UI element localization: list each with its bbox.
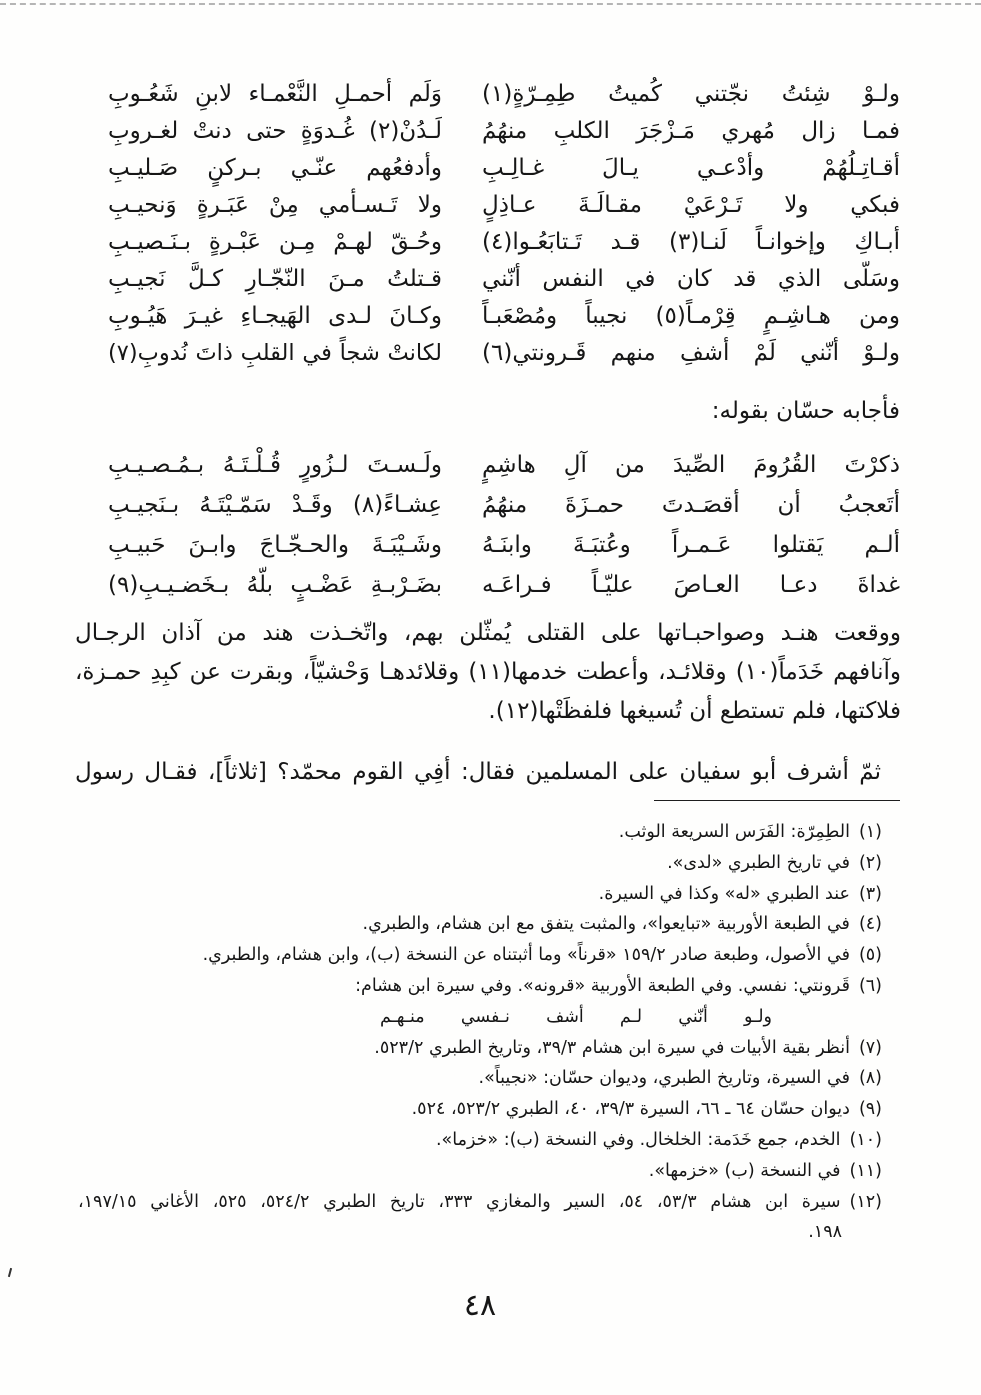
second-hemistich: ولا تَـسـأمي مِنْ عَبَـرةٍ وَنحيـبِ bbox=[108, 192, 442, 218]
reply-intro-line: فأجابه حسّان بقوله: bbox=[711, 398, 900, 424]
footnote bbox=[78, 1094, 882, 1125]
first-hemistich: أقـاتِـلُهُمْ وأدْعـي يـالَ غـالِـبِ bbox=[482, 155, 900, 181]
footnote-number: (٨) bbox=[858, 1068, 882, 1089]
footnote-separator bbox=[654, 800, 900, 801]
verse-line bbox=[0, 150, 981, 187]
first-hemistich: ولـوْ أنّني لَمْ أشفِ منهم قَـرونتي(٦) bbox=[482, 340, 900, 366]
verse-line bbox=[0, 525, 981, 565]
first-hemistich: فبكي ولا تَـرْعَيْ مقـالَـةَ عـاذِلٍ bbox=[482, 192, 900, 218]
first-hemistich: ولـوْ شِئتُ نجّتني كُميتُ طِمِـرّةٍ(١) bbox=[482, 81, 900, 107]
second-hemistich: وحُـقّ لهـمْ مِـن عَبْـرةٍ بـنَـصيـبِ bbox=[108, 229, 442, 255]
footnote-text: قَرونتي: نفسي. وفي الطبعة الأوربية «قرونه». وفي سيرة ابن هشام: bbox=[355, 975, 850, 996]
first-hemistich: وسَلّى الذي قد كان في النفس أنّني bbox=[482, 266, 900, 292]
prose-line: فلاكتها، فلم تستطع أن تُسيغها فلفظَتْها(١٢). bbox=[488, 698, 901, 724]
second-hemistich: لكانتْ شجاً في القلبِ ذاتَ نُدوبِ(٧) bbox=[108, 340, 442, 366]
first-hemistich: أبـاكِ وإخوانـاً لَنـا(٣) قـد تَـتابَعُـوا(٤) bbox=[482, 229, 900, 255]
verse-line bbox=[0, 298, 981, 335]
footnote bbox=[78, 1125, 882, 1156]
footnote-text: عند الطبري «له» وكذا في السيرة. bbox=[598, 883, 850, 904]
footnote-text: ديوان حسّان ٦٤ ـ ٦٦، السيرة ٣٩/٣، ٤٠، الطبري ٥٢٣/٢، ٥٢٤. bbox=[411, 1099, 850, 1120]
footnote-number: (٤) bbox=[858, 914, 882, 935]
footnote-number: (١٠) bbox=[849, 1129, 882, 1150]
footnote bbox=[78, 971, 882, 1002]
scan-mark bbox=[8, 1268, 12, 1277]
footnote-text: في السيرة، وتاريخ الطبري، وديوان حسّان: «نجيباً». bbox=[478, 1068, 850, 1089]
footnote bbox=[78, 1187, 882, 1218]
verse-line bbox=[0, 261, 981, 298]
verse-line bbox=[0, 187, 981, 224]
footnote-text: سيرة ابن هشام ٥٣/٣، ٥٤، السير والمغازي ٣٣٣، تاريخ الطبري ٥٢٤/٢، ٥٢٥، الأغاني ١٩٧/١٥، bbox=[78, 1191, 841, 1212]
footnote-number: (١) bbox=[858, 822, 882, 842]
footnote-verse-quote: ولـو أنّني لـم أشف نـفسي منـهـم bbox=[380, 1006, 772, 1027]
footnote bbox=[78, 1063, 882, 1094]
second-hemistich: ولَـسـتَ لـزُورٍ قُـلْـتَـهُ بـمُـصـيـبِ bbox=[108, 452, 442, 478]
page-number: ٤٨ bbox=[463, 1288, 497, 1323]
first-hemistich: ألـم يَقتلوا عَـمـراً وعُتبَـةَ وابنَـهُ bbox=[482, 532, 900, 558]
poem-block-1 bbox=[0, 76, 981, 372]
first-hemistich: فمـا زال مُهري مَـزْجَرَ الكلبِ منهُمُ bbox=[482, 118, 900, 144]
footnotes bbox=[78, 817, 882, 1248]
verse-line bbox=[0, 565, 981, 605]
footnote bbox=[78, 879, 882, 910]
footnote-text: الطِمِرّة: الفَرَس السريعة الوثب. bbox=[618, 822, 850, 842]
second-hemistich: قـتلتُ مـنَ النّجّـارِ كـلَّ نَجيـبِ bbox=[108, 266, 442, 292]
second-hemistich: لَـدُنْ(٢) غُـدوَةٍ حتى دنتْ لغـروبِ bbox=[108, 118, 442, 144]
prose-line: ووقعت هنـد وصواحبـاتها على القتلى يُمثّلن بهم، واتّخـذت هند من آذان الرجـال bbox=[75, 620, 901, 646]
footnote-number: (٦) bbox=[858, 975, 882, 996]
footnote bbox=[78, 817, 882, 848]
prose-paragraph-2: ثمّ أشرف أبو سفيان على المسلمين فقال: أفِي القوم محمّد؟ [ثلاثاً]، فقـال رسول bbox=[75, 759, 881, 785]
footnote bbox=[78, 909, 882, 940]
second-hemistich: وَلَم أحمـلِ النَّعْمـاء لابنِ شَعُـوبِ bbox=[108, 81, 442, 107]
footnote bbox=[78, 848, 882, 879]
footnote-text: في النسخة (ب) «خزمها». bbox=[648, 1160, 841, 1181]
verse-line bbox=[0, 224, 981, 261]
second-hemistich: وكـانَ لـدى الهَيجـاءِ غيـرَ هَيُـوبِ bbox=[108, 303, 442, 329]
footnote-number: (١٢) bbox=[849, 1191, 882, 1212]
footnote-continuation: ١٩٨. bbox=[808, 1222, 842, 1243]
prose-line: وآنافهم خَدَماً(١٠) وقلائـد، وأعطت خدمها(١١) وقلائدهـا وَحْشيّاً، وبقرت عن كبِدِ حمـزة، bbox=[75, 659, 901, 685]
footnote-text: في الأصول، وطبعة صادر ١٥٩/٢ «قرناً» وما أثبتناه عن النسخة (ب)، وابن هشام، والطبري. bbox=[202, 945, 850, 966]
second-hemistich: بضَـرْبـةِ عَضْـبٍ بلّهُ بـخَضـيـبِ(٩) bbox=[108, 572, 442, 598]
footnote bbox=[78, 1033, 882, 1064]
second-hemistich: وأدفعُهم عنّـي بـركنٍ صَـليـبِ bbox=[108, 155, 442, 181]
first-hemistich: أتَعجبُ أن أقصَـدتَ حمـزَةَ منهُمُ bbox=[482, 492, 900, 518]
second-hemistich: عِشـاءً(٨) وقَـدْ سَمّـيْتَـهُ بـنَجيـبِ bbox=[108, 492, 442, 518]
prose-paragraph bbox=[75, 614, 901, 731]
footnote-text: أنظر بقية الأبيات في سيرة ابن هشام ٣٩/٣، وتاريخ الطبري ٥٢٣/٢. bbox=[374, 1037, 850, 1058]
footnote-text: الخدم، جمع خَدَمة: الخلخال. وفي النسخة (ب): «خزما». bbox=[435, 1129, 841, 1150]
scan-edge-dashes bbox=[0, 3, 981, 5]
verse-line bbox=[0, 113, 981, 150]
verse-line bbox=[0, 335, 981, 372]
first-hemistich: غداةَ دعـا العـاصَ عليّـاً فـراعَـه bbox=[482, 572, 900, 598]
first-hemistich: ومن هـاشِـمٍ قِرْمـاً(٥) نجيباً ومُصْعَبـاً bbox=[482, 303, 900, 329]
footnote-number: (١١) bbox=[849, 1160, 882, 1181]
verse-line bbox=[0, 76, 981, 113]
footnote-number: (٥) bbox=[858, 945, 882, 966]
footnote bbox=[78, 940, 882, 971]
footnote-number: (٣) bbox=[858, 883, 882, 904]
verse-line bbox=[0, 485, 981, 525]
verse-line bbox=[0, 445, 981, 485]
footnote-number: (٩) bbox=[858, 1099, 882, 1120]
footnote-text: في تاريخ الطبري «لدى». bbox=[667, 852, 850, 873]
footnote-number: (٢) bbox=[858, 852, 882, 873]
poem-block-2 bbox=[0, 445, 981, 605]
footnote-number: (٧) bbox=[858, 1037, 882, 1058]
footnote bbox=[78, 1156, 882, 1187]
second-hemistich: وشَـيْبَـةَ والحـجّـاجَ وابـنَ حَبيـبِ bbox=[108, 532, 442, 558]
footnote-text: في الطبعة الأوربية «تبايعوا»، والمثبت يتفق مع ابن هشام، والطبري. bbox=[362, 914, 850, 935]
first-hemistich: ذكرْتَ القُرُومَ الصِّيدَ من آلِ هاشِمٍ bbox=[482, 452, 900, 478]
